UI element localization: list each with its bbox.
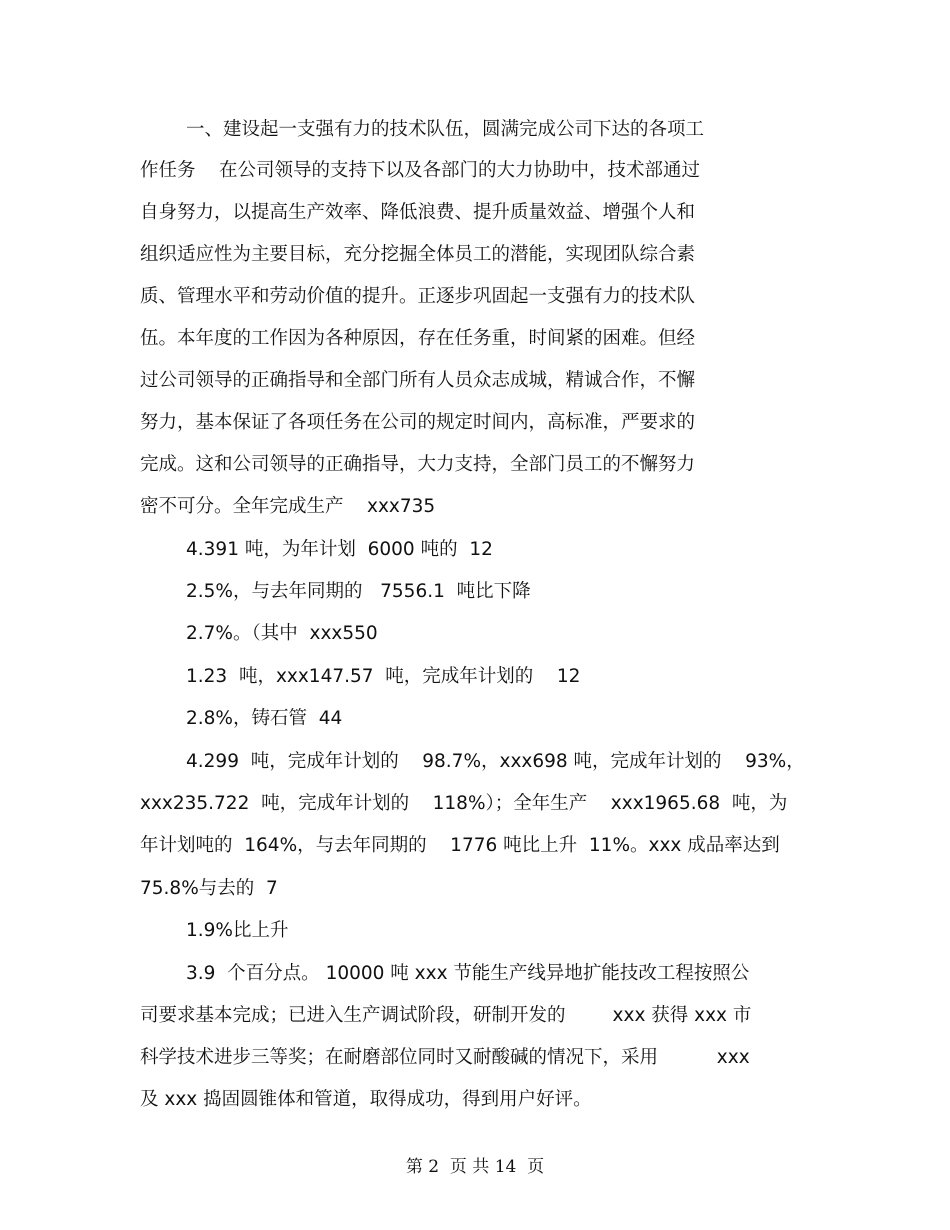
paragraph-line: 及 xxx 捣固圆锥体和管道，取得成功，得到用户好评。	[140, 1089, 592, 1110]
paragraph-line: 2.8%，铸石管 44	[186, 708, 343, 729]
paragraph-line: 自身努力，以提高生产效率、降低浪费、提升质量效益、增强个人和	[140, 202, 696, 223]
paragraph-line: 密不可分。全年完成生产 xxx735	[140, 496, 436, 517]
paragraph-line: 作任务 在公司领导的支持下以及各部门的大力协助中，技术部通过	[140, 160, 701, 181]
paragraph-line: 1.23 吨，xxx147.57 吨，完成年计划的 12	[186, 666, 581, 687]
paragraph-line: 4.391 吨，为年计划 6000 吨的 12	[186, 539, 493, 560]
paragraph-line: 质、管理水平和劳动价值的提升。正逐步巩固起一支强有力的技术队	[140, 286, 696, 307]
paragraph-line: 科学技术进步三等奖；在耐磨部位同时又耐酸碱的情况下，采用 xxx	[140, 1047, 750, 1068]
paragraph-line: 司要求基本完成；已进入生产调试阶段，研制开发的 xxx 获得 xxx 市	[140, 1005, 752, 1026]
paragraph-line: 努力，基本保证了各项任务在公司的规定时间内，高标准，严要求的	[140, 412, 696, 433]
paragraph-line: 年计划吨的 164%，与去年同期的 1776 吨比上升 11%。xxx 成品率达到	[140, 835, 780, 856]
paragraph-line: 伍。本年度的工作因为各种原因，存在任务重，时间紧的困难。但经	[140, 328, 696, 349]
paragraph-line: 3.9 个百分点。 10000 吨 xxx 节能生产线异地扩能技改工程按照公	[186, 963, 750, 984]
paragraph-line: xxx235.722 吨，完成年计划的 118%）；全年生产 xxx1965.68 吨，为	[140, 793, 788, 814]
paragraph-line: 4.299 吨，完成年计划的 98.7%，xxx698 吨，完成年计划的 93%，	[186, 751, 805, 772]
paragraph-line: 2.7%。（其中 xxx550	[186, 623, 378, 644]
page-number-footer: 第 2 页 共 14 页	[405, 1157, 545, 1177]
paragraph-line: 1.9%比上升	[186, 920, 289, 941]
paragraph-line: 过公司领导的正确指导和全部门所有人员众志成城，精诚合作，不懈	[140, 370, 696, 391]
paragraph-line: 完成。这和公司领导的正确指导，大力支持，全部门员工的不懈努力	[140, 454, 696, 475]
paragraph-line: 75.8%与去的 7	[140, 878, 278, 899]
paragraph-line: 组织适应性为主要目标，充分挖掘全体员工的潜能，实现团队综合素	[140, 244, 696, 265]
paragraph-line: 一、建设起一支强有力的技术队伍，圆满完成公司下达的各项工	[186, 119, 705, 140]
paragraph-line: 2.5%，与去年同期的 7556.1 吨比下降	[186, 581, 531, 602]
